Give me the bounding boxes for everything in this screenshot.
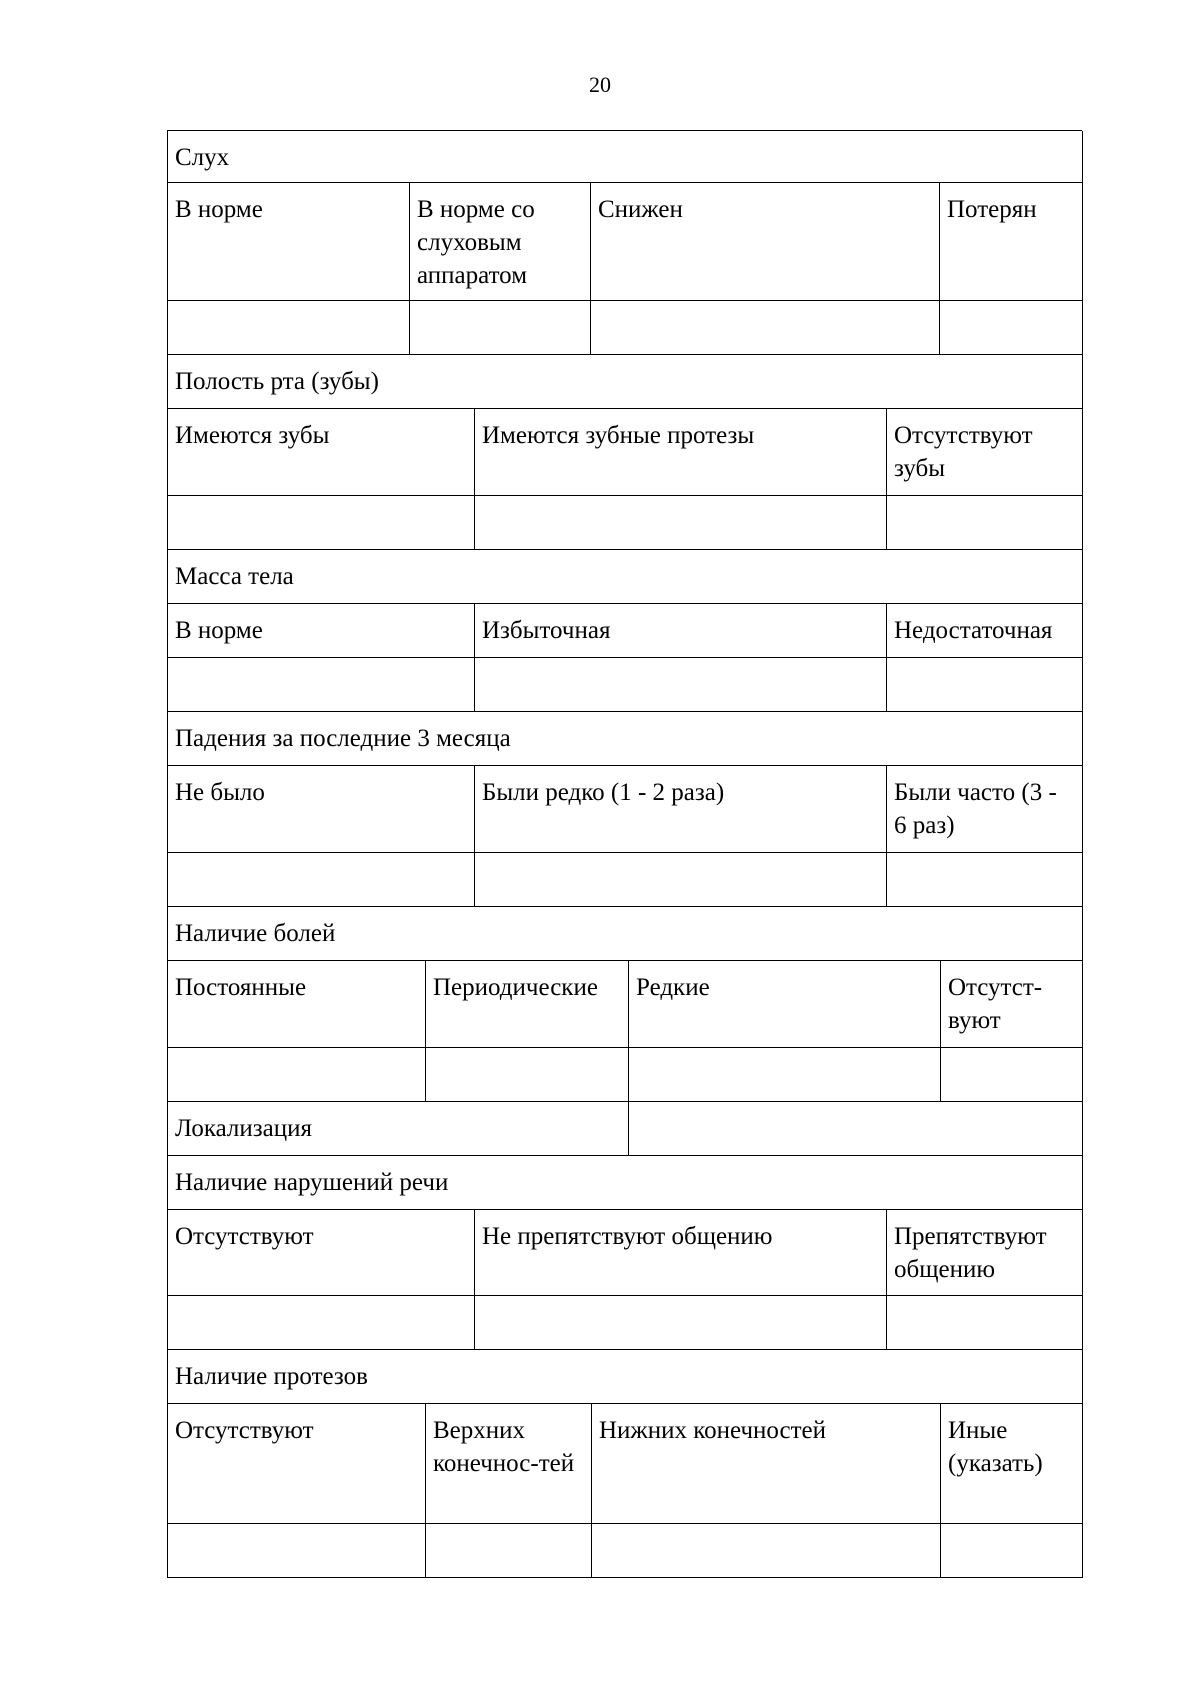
- body-weight-section: [167, 550, 1082, 712]
- prostheses-option-other: Иные (указать): [941, 1404, 1083, 1524]
- pain-answer-cell[interactable]: [941, 1048, 1083, 1102]
- prostheses-option-lower-limbs: Нижних конечностей: [592, 1404, 941, 1524]
- weight-option-normal: В норме: [168, 604, 475, 658]
- hearing-title: Слух: [168, 131, 1083, 183]
- oral-answer-cell[interactable]: [168, 496, 475, 550]
- localization-field[interactable]: [629, 1102, 1083, 1156]
- oral-option-dentures: Имеются зубные протезы: [475, 409, 887, 496]
- falls-title: Падения за последние 3 месяца: [168, 712, 1083, 766]
- hearing-section: [167, 130, 1082, 355]
- assessment-form-table: [167, 130, 1082, 1578]
- speech-option-not-hindering: Не препятствуют общению: [475, 1210, 887, 1296]
- pain-answer-cell[interactable]: [168, 1048, 426, 1102]
- body-weight-title: Масса тела: [168, 550, 1083, 604]
- speech-section: [167, 1156, 1082, 1350]
- prostheses-answer-cell[interactable]: [168, 1524, 426, 1578]
- oral-answer-cell[interactable]: [887, 496, 1083, 550]
- prostheses-title: Наличие протезов: [168, 1350, 1083, 1404]
- hearing-option-lost: Потерян: [940, 183, 1083, 301]
- speech-title: Наличие нарушений речи: [168, 1156, 1083, 1210]
- hearing-option-hearing-aid: В норме со слуховым аппаратом: [410, 183, 591, 301]
- pain-option-absent: Отсутст-вуют: [941, 961, 1083, 1048]
- prostheses-option-absent: Отсутствуют: [168, 1404, 426, 1524]
- speech-answer-cell[interactable]: [887, 1296, 1083, 1350]
- speech-option-hindering: Препятствуют общению: [887, 1210, 1083, 1296]
- prostheses-option-upper-limbs: Верхних конечнос-тей: [426, 1404, 592, 1524]
- pain-title: Наличие болей: [168, 907, 1083, 961]
- pain-section: [167, 907, 1082, 1102]
- falls-answer-cell[interactable]: [168, 853, 475, 907]
- weight-option-insufficient: Недостаточная: [887, 604, 1083, 658]
- oral-cavity-section: [167, 355, 1082, 550]
- hearing-answer-cell[interactable]: [410, 301, 591, 355]
- hearing-option-reduced: Снижен: [591, 183, 940, 301]
- localization-label: Локализация: [168, 1102, 629, 1156]
- page-number: 20: [589, 72, 611, 97]
- pain-option-rare: Редкие: [629, 961, 941, 1048]
- falls-answer-cell[interactable]: [887, 853, 1083, 907]
- oral-answer-cell[interactable]: [475, 496, 887, 550]
- falls-option-rare: Были редко (1 - 2 раза): [475, 766, 887, 853]
- falls-option-frequent: Были часто (3 - 6 раз): [887, 766, 1083, 853]
- prostheses-answer-cell[interactable]: [592, 1524, 941, 1578]
- pain-answer-cell[interactable]: [426, 1048, 629, 1102]
- pain-option-periodic: Периодические: [426, 961, 629, 1048]
- weight-answer-cell[interactable]: [887, 658, 1083, 712]
- falls-section: [167, 712, 1082, 907]
- falls-option-none: Не было: [168, 766, 475, 853]
- weight-option-excess: Избыточная: [475, 604, 887, 658]
- oral-option-teeth: Имеются зубы: [168, 409, 475, 496]
- speech-answer-cell[interactable]: [168, 1296, 475, 1350]
- hearing-option-normal: В норме: [168, 183, 410, 301]
- oral-cavity-title: Полость рта (зубы): [168, 355, 1083, 409]
- hearing-answer-cell[interactable]: [591, 301, 940, 355]
- oral-option-no-teeth: Отсутствуют зубы: [887, 409, 1083, 496]
- localization-row: [167, 1102, 1082, 1156]
- hearing-answer-cell[interactable]: [168, 301, 410, 355]
- weight-answer-cell[interactable]: [475, 658, 887, 712]
- speech-answer-cell[interactable]: [475, 1296, 887, 1350]
- prostheses-answer-cell[interactable]: [941, 1524, 1083, 1578]
- weight-answer-cell[interactable]: [168, 658, 475, 712]
- hearing-answer-cell[interactable]: [940, 301, 1083, 355]
- falls-answer-cell[interactable]: [475, 853, 887, 907]
- speech-option-absent: Отсутствуют: [168, 1210, 475, 1296]
- prostheses-section: [167, 1350, 1082, 1578]
- prostheses-answer-cell[interactable]: [426, 1524, 592, 1578]
- pain-option-constant: Постоянные: [168, 961, 426, 1048]
- pain-answer-cell[interactable]: [629, 1048, 941, 1102]
